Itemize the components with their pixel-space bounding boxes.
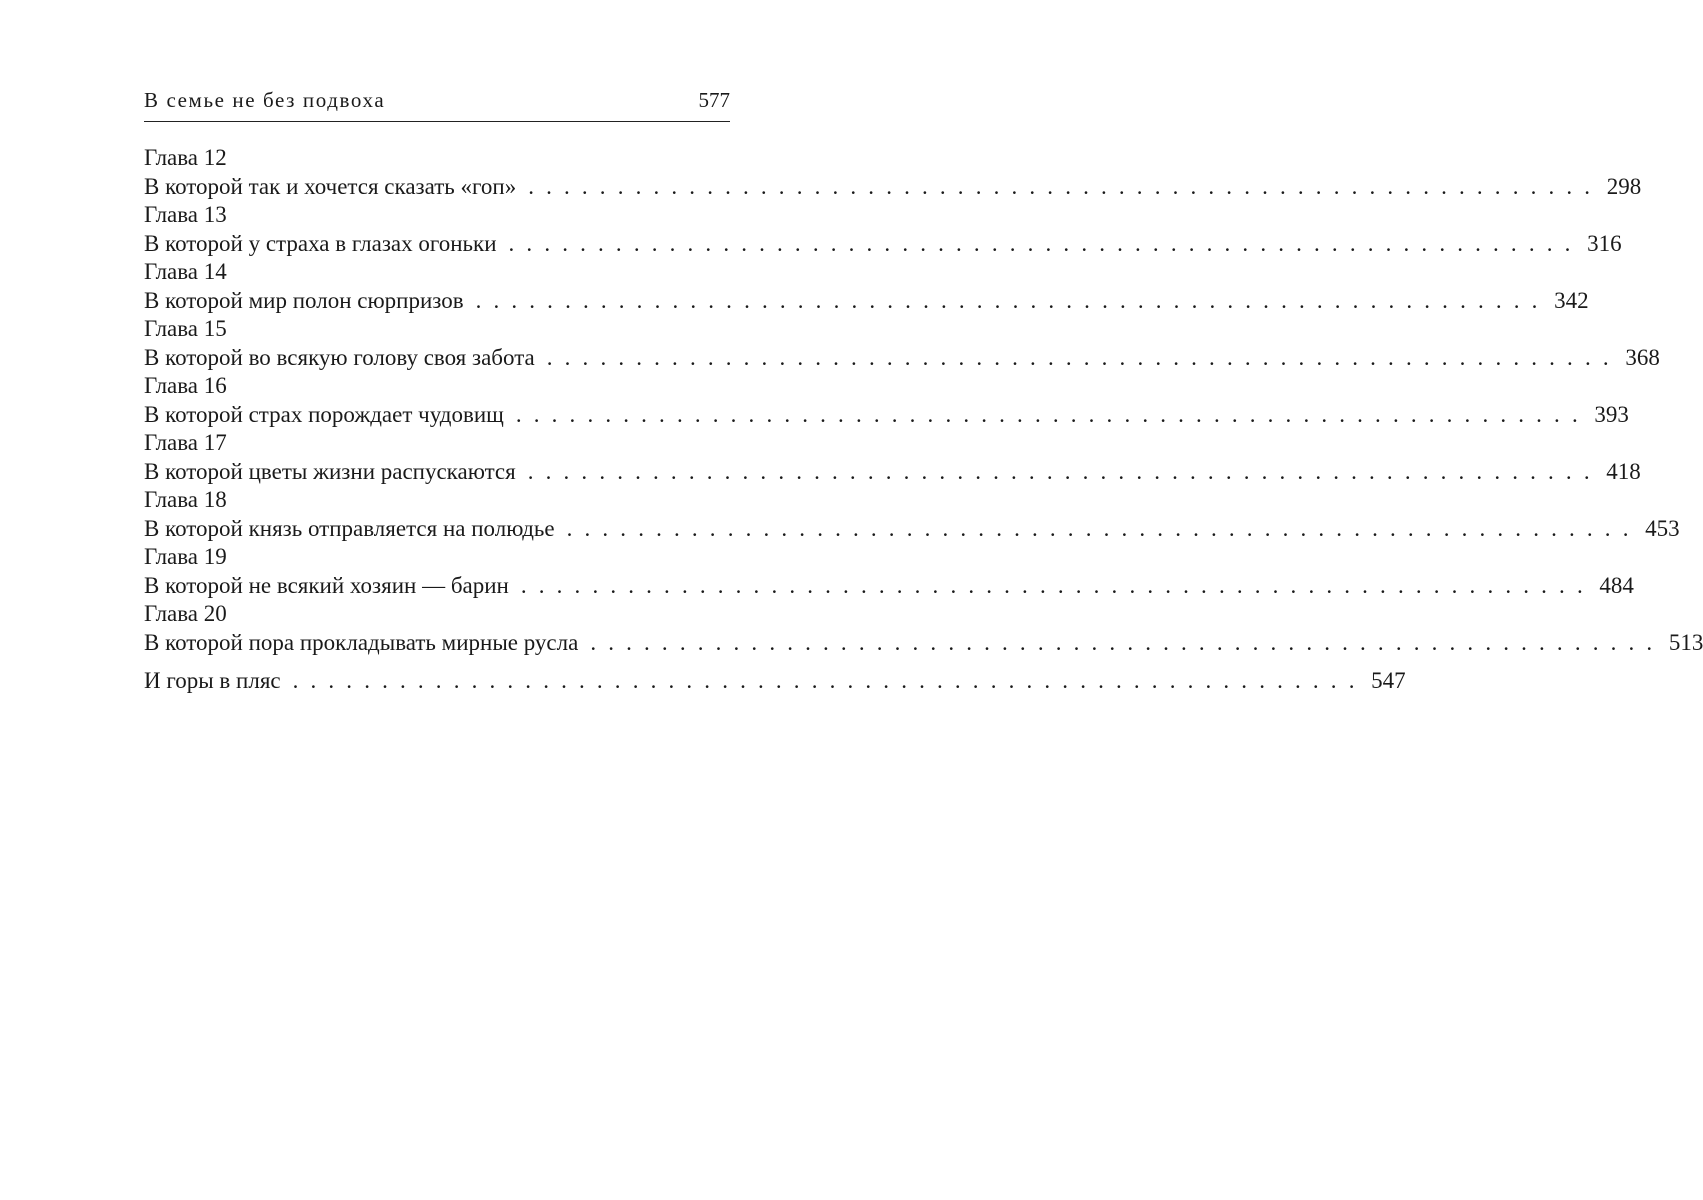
toc-line xyxy=(144,287,1589,316)
dot-leader: . . . . . . . . . . . . . . . . . . . . . . . . . . . . . . . . . . . . . . . . . . . . . . . . . . . . . . . . . . . . xyxy=(546,344,1612,370)
chapter-page: 418 xyxy=(1606,458,1641,484)
chapter-page: 298 xyxy=(1606,173,1642,199)
toc-entry-epilogue xyxy=(144,667,1406,696)
chapter-label: Глава 20 xyxy=(144,601,227,626)
running-header xyxy=(144,88,730,122)
toc-entry xyxy=(144,144,1642,201)
toc-line xyxy=(144,629,1703,658)
chapter-label: Глава 14 xyxy=(144,259,227,284)
toc-line xyxy=(144,667,1406,696)
table-of-contents xyxy=(144,144,1703,696)
toc-entry xyxy=(144,201,1622,258)
chapter-title: В которой пора прокладывать мирные русла xyxy=(144,629,579,655)
dot-leader: . . . . . . . . . . . . . . . . . . . . . . . . . . . . . . . . . . . . . . . . . . . . . . . . . . . . . . . . . . . . xyxy=(515,401,1581,427)
chapter-page: 342 xyxy=(1554,287,1589,313)
book-page xyxy=(144,88,1703,696)
chapter-label: Глава 19 xyxy=(144,544,227,569)
toc-line xyxy=(144,401,1629,430)
toc-entry xyxy=(144,315,1660,372)
chapter-label: Глава 16 xyxy=(144,373,227,398)
toc-entry xyxy=(144,429,1641,486)
chapter-title: В которой страх порождает чудовищ xyxy=(144,401,504,427)
dot-leader: . . . . . . . . . . . . . . . . . . . . . . . . . . . . . . . . . . . . . . . . . . . . . . . . . . . . . . . . . . . . xyxy=(566,515,1632,541)
chapter-page: 453 xyxy=(1645,515,1680,541)
chapter-title: В которой так и хочется сказать «гоп» xyxy=(144,173,517,199)
dot-leader: . . . . . . . . . . . . . . . . . . . . . . . . . . . . . . . . . . . . . . . . . . . . . . . . . . . . . . . . . . . . xyxy=(475,287,1541,313)
toc-line xyxy=(144,572,1634,601)
toc-entry xyxy=(144,486,1680,543)
chapter-title: В которой не всякий хозяин — барин xyxy=(144,572,509,598)
chapter-title: В которой у страха в глазах огоньки xyxy=(144,230,497,256)
dot-leader: . . . . . . . . . . . . . . . . . . . . . . . . . . . . . . . . . . . . . . . . . . . . . . . . . . . . . . . . . . . . xyxy=(527,458,1593,484)
chapter-title: В которой цветы жизни распускаются xyxy=(144,458,516,484)
dot-leader: . . . . . . . . . . . . . . . . . . . . . . . . . . . . . . . . . . . . . . . . . . . . . . . . . . . . . . . . . . . . xyxy=(528,173,1594,199)
chapter-page: 513 xyxy=(1668,629,1703,655)
toc-line xyxy=(144,344,1660,373)
page-number: 577 xyxy=(698,88,730,112)
toc-line xyxy=(144,230,1622,259)
chapter-label: Глава 15 xyxy=(144,316,227,341)
epilogue-title: И горы в пляс xyxy=(144,668,281,693)
chapter-page: 393 xyxy=(1594,401,1629,427)
epilogue-page: 547 xyxy=(1371,668,1406,693)
chapter-page: 316 xyxy=(1587,230,1622,256)
dot-leader: . . . . . . . . . . . . . . . . . . . . . . . . . . . . . . . . . . . . . . . . . . . . . . . . . . . . . . . . . . . . xyxy=(292,668,1358,693)
chapter-title: В которой князь отправляется на полюдье xyxy=(144,515,555,541)
toc-entry xyxy=(144,543,1634,600)
chapter-page: 484 xyxy=(1599,572,1634,598)
chapter-label: Глава 12 xyxy=(144,145,227,170)
toc-line xyxy=(144,515,1680,544)
toc-line xyxy=(144,173,1642,202)
toc-entry xyxy=(144,258,1589,315)
toc-entry xyxy=(144,600,1703,657)
dot-leader: . . . . . . . . . . . . . . . . . . . . . . . . . . . . . . . . . . . . . . . . . . . . . . . . . . . . . . . . . . . . xyxy=(590,629,1656,655)
chapter-title: В которой во всякую голову своя забота xyxy=(144,344,535,370)
chapter-label: Глава 18 xyxy=(144,487,227,512)
dot-leader: . . . . . . . . . . . . . . . . . . . . . . . . . . . . . . . . . . . . . . . . . . . . . . . . . . . . . . . . . . . . xyxy=(508,230,1574,256)
chapter-page: 368 xyxy=(1625,344,1660,370)
chapter-label: Глава 13 xyxy=(144,202,227,227)
dot-leader: . . . . . . . . . . . . . . . . . . . . . . . . . . . . . . . . . . . . . . . . . . . . . . . . . . . . . . . . . . . . xyxy=(520,572,1586,598)
toc-entry xyxy=(144,372,1629,429)
chapter-label: Глава 17 xyxy=(144,430,227,455)
toc-line xyxy=(144,458,1641,487)
chapter-title: В которой мир полон сюрпризов xyxy=(144,287,464,313)
running-title: В семье не без подвоха xyxy=(144,88,386,112)
